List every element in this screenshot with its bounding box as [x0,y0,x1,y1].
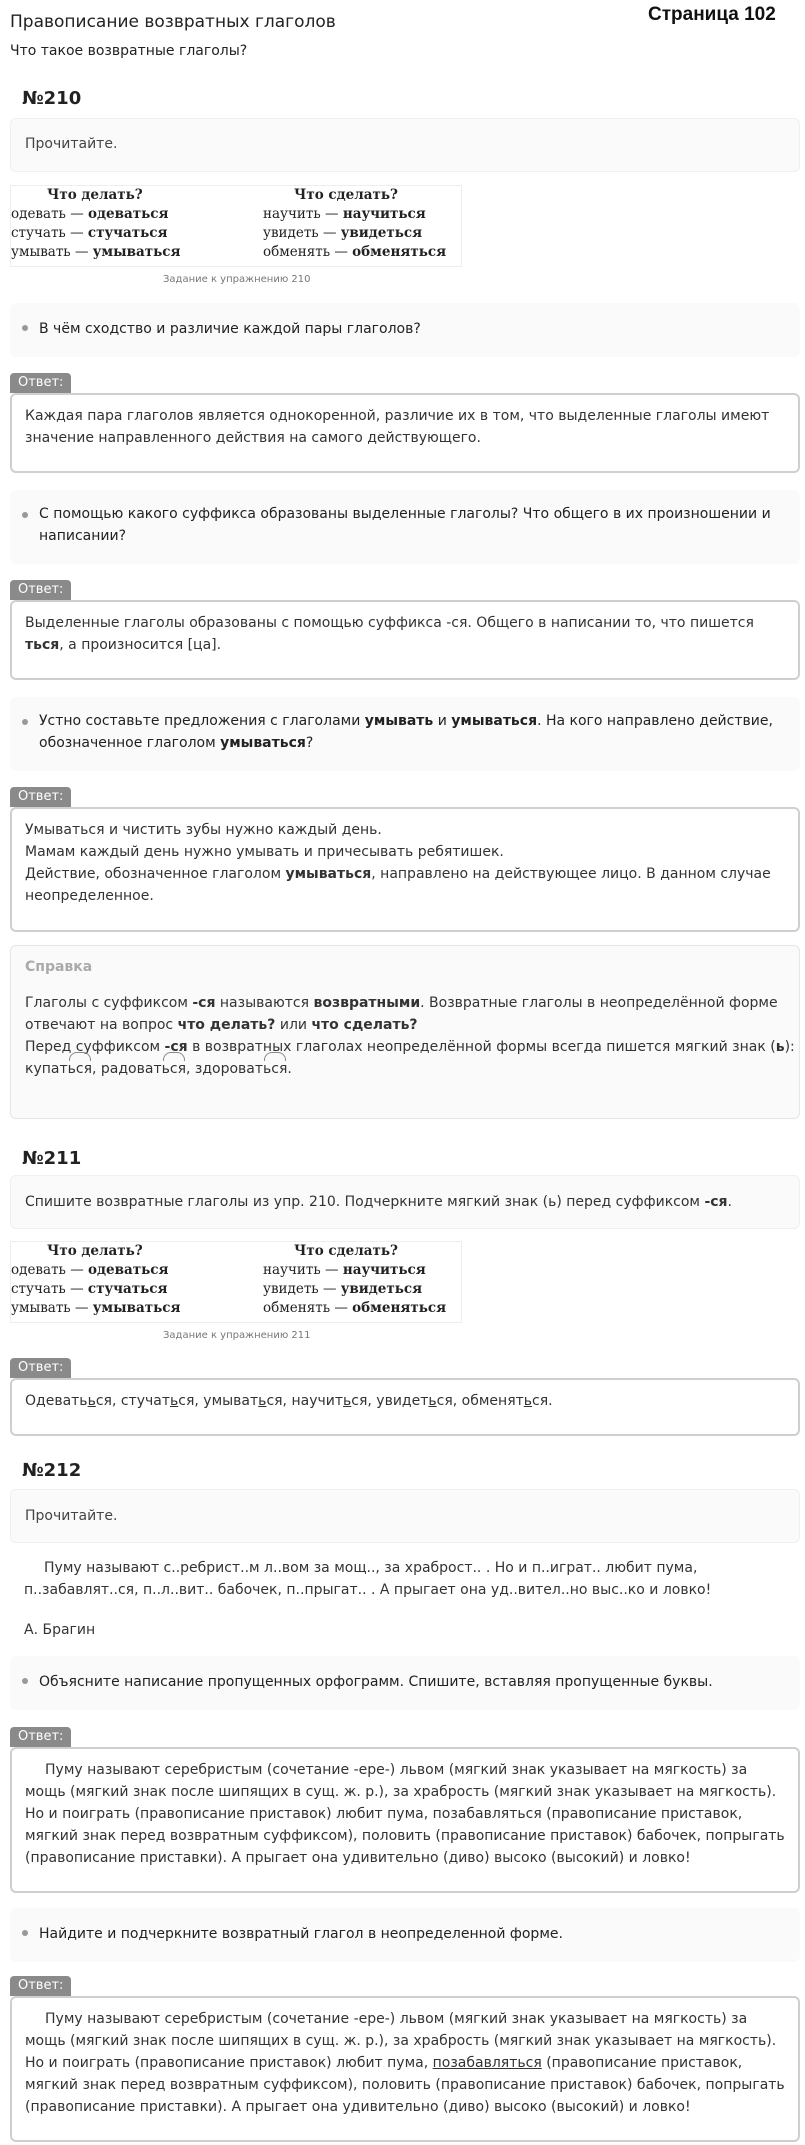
q-part: и [433,713,452,729]
bullet-icon [22,1678,28,1684]
bullet-icon [22,1930,28,1936]
reference-title: Справка [25,959,93,975]
dash: — [334,1300,348,1316]
soft-sign-underlined: ь [87,1393,96,1409]
reference-text [25,992,795,1080]
ref-part: в возвратных глаголах неопределённой формы всегда пишется мягкий знак ( [187,1039,776,1055]
q-part: . На кого направлено действие, обозначенное глаголом [39,713,773,751]
dash: — [322,1281,337,1297]
answer-text: , направлено на действующее лицо. В данном случае неопределенное. [25,866,771,904]
answer-text: Одевать [25,1393,88,1409]
ref-example: , здороват [186,1061,264,1077]
answer-label: Ответ: [10,787,71,807]
dash: — [70,1281,84,1297]
dash: — [322,225,337,241]
ref-bold: -ся [192,995,216,1011]
verb-reflexive: стучаться [87,225,168,241]
verb: умывать [11,1300,71,1316]
exercise-212-answer-1 [10,1747,800,1893]
exercise-211-caption: Задание к упражнению 211 [163,1330,311,1341]
verb-reflexive: увидеться [340,225,423,241]
question-text: С помощью какого суффикса образованы выделенные глаголы? Что общего в их произношении и написании? [39,506,771,544]
exercise-212-instruction-box [10,1489,800,1543]
verb: стучать [11,225,66,241]
soft-sign-underlined: ь [170,1393,179,1409]
verb-reflexive: одеваться [88,206,169,222]
exercise-211-number: №211 [22,1148,82,1169]
exercise-212-question-2 [10,1908,800,1962]
answer-label: Ответ: [10,1976,71,1996]
exercise-212-question-1 [10,1656,800,1710]
table-row [263,225,422,241]
dash: — [70,1262,84,1278]
exercise-210-table [10,185,462,267]
instr-bold: -ся [704,1194,728,1210]
table-head-left: Что делать? [47,187,143,203]
dash: — [334,244,348,260]
verb-reflexive: научиться [342,206,426,222]
exercise-210-question-3 [10,697,800,771]
soft-sign-underlined: ь [343,1393,352,1409]
ref-example: купат [25,1061,68,1077]
dash: — [74,1300,89,1316]
answer-text: ся, увидет [351,1393,429,1409]
answer-text: ся, стучат [95,1393,170,1409]
verb-reflexive: увидеться [340,1281,423,1297]
soft-sign-underlined: ь [523,1393,533,1409]
answer-label: Ответ: [10,1358,71,1378]
exercise-210-instruction-box [10,118,800,172]
verb: умывать [11,244,71,260]
ref-example: , радоват [92,1061,162,1077]
table-row [11,206,168,222]
exercise-210-answer-1 [10,393,800,473]
table-row [263,244,446,260]
q-bold: умываться [220,735,306,751]
ref-part: называются [215,995,314,1011]
question-text [39,710,794,754]
answer-line: Мамам каждый день нужно умывать и причесывать ребятишек. [25,844,504,860]
ref-bold: возвратными [313,995,421,1011]
question-text: Объясните написание пропущенных орфограмм. Спишите, вставляя пропущенные буквы. [39,1674,713,1690]
verb-reflexive: одеваться [88,1262,169,1278]
exercise-210-instruction: Прочитайте. [25,136,118,152]
exercise-212-number: №212 [22,1460,82,1481]
answer-text: ся, обменят [436,1393,524,1409]
table-row [263,1300,446,1316]
bullet-icon [22,325,28,331]
q-part: ? [305,735,314,751]
answer-bold: умываться [285,866,372,882]
answer-text: ся, умыват [178,1393,259,1409]
soft-sign-underlined: ь [258,1393,267,1409]
exercise-211-table [10,1241,462,1323]
ref-bold: что сделать? [311,1017,418,1033]
answer-text: Пуму называют серебристым (сочетание -ере-) львом (мягкий знак указывает на мягкость) за мощь (мягкий знак после шипящих в сущ. ж. р.), за храбрость (мягкий знак указывает на мягкость). Но и поиграть (правописание приставок) любит пума, позабавляться (правописание приставок, мягкий знак перед возвратным суффиксом), половить (правописание приставок) бабочек, попрыгать (правописание приставки). А прыгает она удивительно (диво) высоко (высокий) и ловко! [25,1762,785,1866]
ref-part: ): [784,1039,795,1055]
verb: обменять [263,1300,331,1316]
instr-part: . [727,1194,732,1210]
table-row [11,225,167,241]
table-row [263,206,426,222]
verb: обменять [263,244,331,260]
table-head-right: Что сделать? [294,1243,398,1259]
table-head-left: Что делать? [47,1243,143,1259]
page-title: Правописание возвратных глаголов [10,12,336,32]
dash: — [325,1262,339,1278]
answer-label: Ответ: [10,373,71,393]
ref-part: Глаголы с суффиксом [25,995,193,1011]
verb-reflexive: умываться [92,1300,181,1316]
exercise-210-caption: Задание к упражнению 210 [163,274,311,285]
answer-text: Каждая пара глаголов является однокоренной, различие их в том, что выделенные глаголы имеют значение направленного действия на самого действующего. [25,408,770,446]
ref-bold: -ся [164,1039,188,1055]
answer-text: , а произносится [ца]. [59,637,222,653]
exercise-210-question-1 [10,303,800,357]
exercise-212-author: А. Брагин [24,1622,96,1638]
dash: — [70,225,84,241]
verb-reflexive: умываться [92,244,181,260]
ref-part: Перед суффиксом [25,1039,165,1055]
ref-bold: ь [775,1039,785,1055]
page-subtitle: Что такое возвратные глаголы? [10,43,248,59]
answer-line [25,863,785,907]
exercise-212-answer-2 [10,1996,800,2142]
suffix-arc: ься [162,1058,186,1080]
answer-underlined-verb: позабавляться [432,2055,542,2071]
answer-text: ся, научит [266,1393,343,1409]
verb: научить [263,206,321,222]
exercise-210-question-2 [10,490,800,564]
verb: одевать [11,1262,66,1278]
dash: — [74,244,89,260]
answer-label: Ответ: [10,1727,71,1747]
exercise-210-number: №210 [22,88,82,109]
ref-example: . [287,1061,292,1077]
q-bold: умывать [364,713,434,729]
answer-text: (правописание приставок, мягкий знак перед возвратным суффиксом), половить (правописание приставок) бабочек, попрыгать (правописание приставки). А прыгает она удивительно (диво) высоко (высокий) и ловко! [25,2055,785,2115]
answer-label: Ответ: [10,580,71,600]
verb-reflexive: научиться [342,1262,426,1278]
page-number: Страница 102 [648,4,776,25]
table-row [263,1281,422,1297]
table-row [11,1262,168,1278]
ref-part: или [275,1017,312,1033]
dash: — [325,206,339,222]
verb-reflexive: обменяться [352,1300,447,1316]
verb: одевать [11,206,66,222]
ref-bold: что делать? [177,1017,276,1033]
answer-text: Пуму называют серебристым (сочетание -ере-) львом (мягкий знак указывает на мягкость) за мощь (мягкий знак после шипящих в сущ. ж. р.), за храбрость (мягкий знак указывает на мягкость). Но и поиграть (правописание приставок) любит пума, [25,2011,777,2071]
answer-text: Выделенные глаголы образованы с помощью суффикса -ся. Общего в написании то, что пишется [25,615,754,631]
exercise-212-instruction: Прочитайте. [25,1508,118,1524]
bullet-icon [22,719,28,725]
verb: увидеть [263,225,319,241]
q-part: Устно составьте предложения с глаголами [39,713,365,729]
exercise-211-instruction [25,1191,732,1213]
suffix-arc: ься [263,1058,287,1080]
table-row [11,1281,167,1297]
exercise-211-instruction-box [10,1175,800,1229]
soft-sign-underlined: ь [428,1393,437,1409]
answer-line: Умываться и чистить зубы нужно каждый день. [25,822,382,838]
verb: стучать [11,1281,66,1297]
suffix-arc: ься [68,1058,92,1080]
answer-text: ся. [532,1393,553,1409]
instr-part: Спишите возвратные глаголы из упр. 210. Подчеркните мягкий знак (ь) перед суффиксом [25,1194,705,1210]
question-text: В чём сходство и различие каждой пары глаголов? [39,321,421,337]
table-row [11,1300,181,1316]
exercise-212-text: Пуму называют с..ребрист..м л..вом за мощ.., за храброст.. . Но и п..играт.. любит пума, п..забавлят..ся, п..л..вит.. бабочек, п..прыгат.. . А прыгает она уд..вител..но выс..ко и ловко! [24,1560,712,1598]
exercise-210-answer-2 [10,600,800,680]
answer-text: Действие, обозначенное глаголом [25,866,286,882]
reference-box [10,945,800,1119]
table-row [263,1262,426,1278]
ref-part: . Возвратные глаголы в неопределённой форме отвечают на вопрос [25,995,778,1033]
q-bold: умываться [451,713,538,729]
verb: научить [263,1262,321,1278]
table-row [11,244,181,260]
answer-bold: ться [25,637,60,653]
exercise-211-answer [10,1378,800,1436]
question-text: Найдите и подчеркните возвратный глагол в неопределенной форме. [39,1926,563,1942]
dash: — [70,206,84,222]
table-head-right: Что сделать? [294,187,398,203]
exercise-210-answer-3 [10,807,800,932]
verb: увидеть [263,1281,319,1297]
verb-reflexive: стучаться [87,1281,168,1297]
bullet-icon [22,512,28,518]
verb-reflexive: обменяться [352,244,447,260]
